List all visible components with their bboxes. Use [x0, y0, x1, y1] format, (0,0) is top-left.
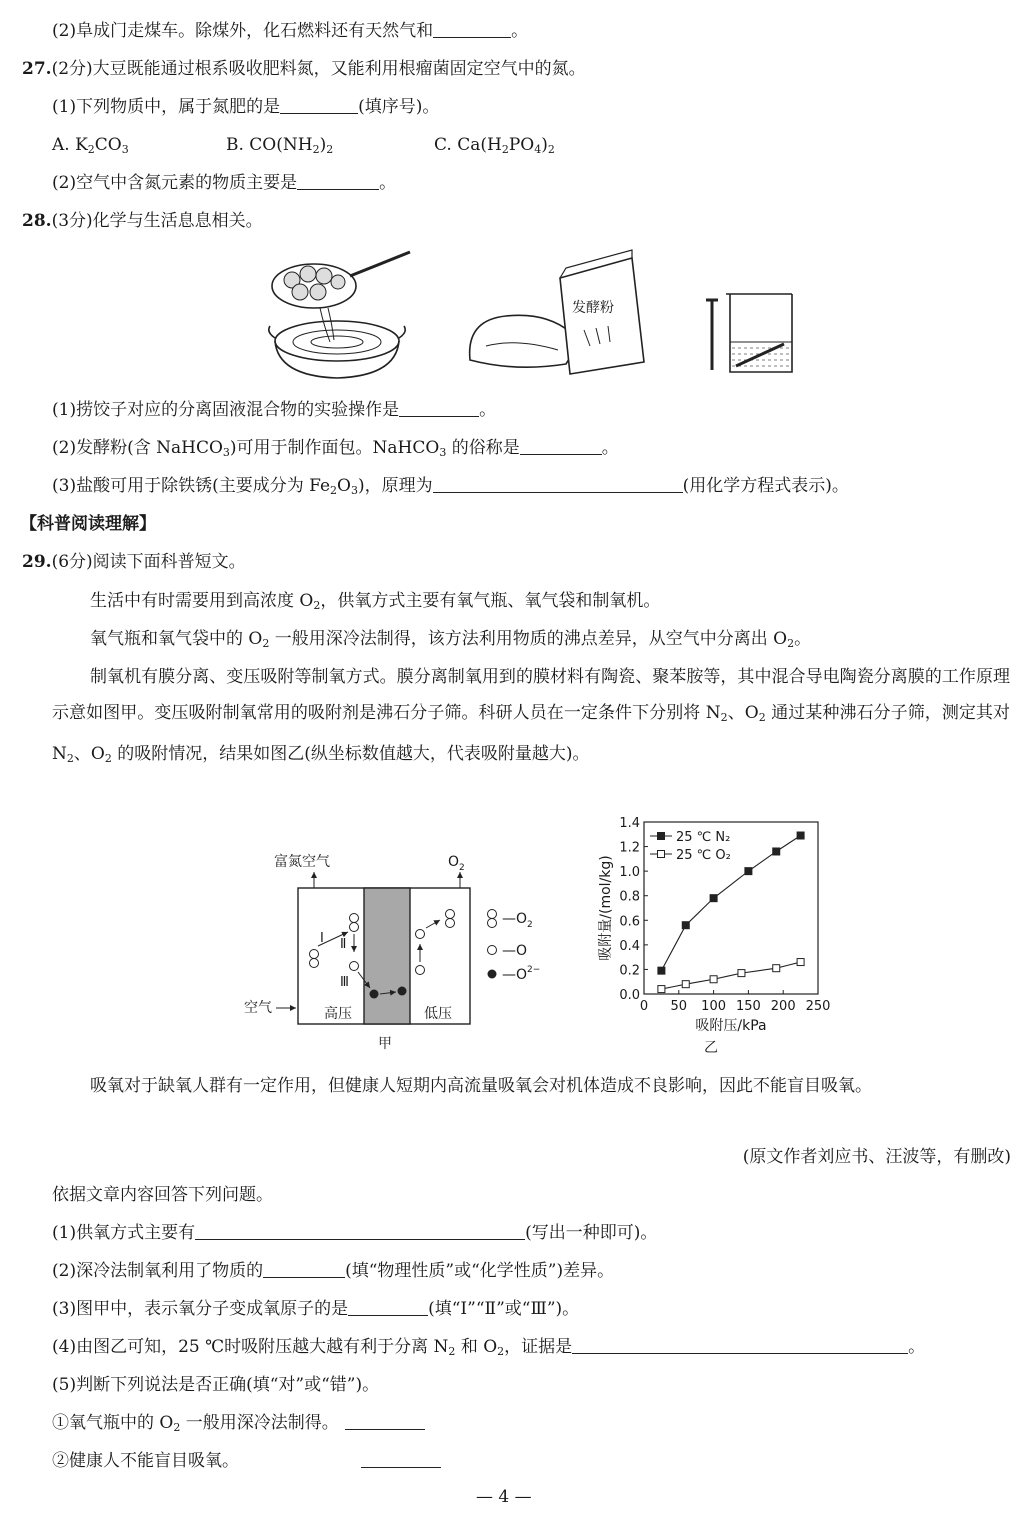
- step-ii-label: Ⅱ: [340, 937, 347, 952]
- q29-question-3: (3)图甲中，表示氧分子变成氧原子的是 (填“Ⅰ”“Ⅱ”或“Ⅲ”)。: [52, 1299, 580, 1319]
- figure-jia-membrane-diagram: [236, 848, 566, 1058]
- data-point: [773, 848, 780, 855]
- q29-paragraph-4: 吸氧对于缺氧人群有一定作用，但健康人短期内高流量吸氧会对机体造成不良影响，因此不能盲目吸氧。: [90, 1076, 872, 1096]
- y-axis-label: 吸附量/(mol/kg): [598, 855, 614, 961]
- answer-blank[interactable]: [280, 97, 358, 114]
- q27-option-c: C. $Ca(H_2PO_4)_2$: [434, 135, 555, 156]
- q29-question-2: (2)深冷法制氧利用了物质的 (填“物理性质”或“化学性质”)差异。: [52, 1261, 615, 1281]
- q29-paragraph-2: 氧气瓶和氧气袋中的 $O_2$ 一般用深冷法制得，该方法利用物质的沸点差异，从空气中分离出 $O_2$。: [90, 629, 812, 650]
- legend-label: 25 ℃ O₂: [676, 848, 731, 863]
- q29-instruction: 依据文章内容回答下列问题。: [52, 1185, 273, 1205]
- q29-question-5: (5)判断下列说法是否正确(填“对”或“错”)。: [52, 1375, 380, 1395]
- legend-marker: [658, 833, 665, 840]
- q27-stem: 27.(2分)大豆既能通过根系吸收肥料氮，又能利用根瘤菌固定空气中的氮。: [22, 59, 586, 79]
- q29-stem: 29.(6分)阅读下面科普短文。: [22, 552, 246, 572]
- data-point: [738, 970, 745, 977]
- legend-o-atom: —O: [502, 943, 528, 959]
- data-point: [745, 868, 752, 875]
- q27-part1: (1)下列物质中，属于氮肥的是 (填序号)。: [52, 97, 440, 117]
- y-tick-label: 0.8: [619, 889, 640, 905]
- data-point: [710, 976, 717, 983]
- data-point: [658, 986, 665, 993]
- q28-part3: (3)盐酸可用于除铁锈(主要成分为 $Fe_2O_3$)，原理为 (用化学方程式表示)。: [52, 476, 849, 497]
- page-number: — 4 —: [476, 1487, 532, 1507]
- legend-label: 25 ℃ N₂: [676, 830, 731, 845]
- y-tick-label: 1.2: [619, 840, 640, 856]
- step-i-label: Ⅰ: [320, 931, 324, 946]
- answer-blank[interactable]: [433, 21, 511, 38]
- x-tick-label: 50: [670, 999, 688, 1014]
- data-point: [682, 981, 689, 988]
- rusty-nail-beaker-illustration: [700, 290, 800, 380]
- y-tick-label: 1.0: [619, 865, 640, 881]
- data-point: [797, 959, 804, 966]
- y-tick-label: 0.2: [619, 963, 640, 979]
- data-point: [773, 965, 780, 972]
- figure-jia-caption: 甲: [378, 1036, 392, 1052]
- data-point: [682, 922, 689, 929]
- y-tick-label: 0.0: [619, 988, 640, 1003]
- q29-statement-1: ①氧气瓶中的 $O_2$ 一般用深冷法制得。: [52, 1412, 425, 1439]
- q28-part2: (2)发酵粉(含 NaHCO$_3$)可用于制作面包。NaHCO$_3$ 的俗称是 。: [52, 438, 619, 459]
- answer-blank[interactable]: [399, 400, 479, 417]
- bread-and-yeast-illustration: [466, 250, 646, 380]
- yeast-bag-label: 发酵粉: [572, 300, 614, 316]
- y-tick-label: 1.4: [619, 816, 640, 831]
- q29-question-4: (4)由图乙可知，25 ℃时吸附压越大越有利于分离 $N_2$ 和 $O_2$，证据是 。: [52, 1337, 926, 1358]
- x-tick-label: 0: [639, 999, 649, 1014]
- data-point: [658, 967, 665, 974]
- legend-o2-molecule: $—O_2$: [502, 911, 533, 930]
- answer-blank[interactable]: [345, 1413, 425, 1430]
- q26-line-2: (2)阜成门走煤车。除煤外，化石燃料还有天然气和 。: [52, 21, 529, 41]
- chart-legend: [650, 830, 731, 863]
- air-in-label: 空气: [244, 1000, 272, 1016]
- q29-statement-2: ②健康人不能盲目吸氧。: [52, 1450, 441, 1472]
- y-tick-label: 0.4: [619, 938, 640, 954]
- legend-marker: [658, 851, 665, 858]
- q27-part2: (2)空气中含氮元素的物质主要是 。: [52, 173, 397, 193]
- q29-paragraph-3: 制氧机有膜分离、变压吸附等制氧方式。膜分离制氧用到的膜材料有陶瓷、聚苯胺等，其中混合导电陶瓷分离膜的工作原理示意如图甲。变压吸附制氧常用的吸附剂是沸石分子筛。科研人员在一定条件下分别将 $N_2$、$O_2$ 通过某种沸石分子筛，测定其对 $N_2$、$O_2$ 的吸附情况，结果如图乙(纵坐标数值越大，代表吸附量越大)。: [52, 667, 1010, 765]
- plot-frame: [644, 822, 818, 994]
- figure-yi-adsorption-chart: [590, 812, 830, 1060]
- q29-paragraph-1: 生活中有时需要用到高浓度 $O_2$，供氧方式主要有氧气瓶、氧气袋和制氧机。: [90, 591, 661, 612]
- nitrogen-rich-air-label: 富氮空气: [274, 854, 330, 870]
- q28-stem: 28.(3分)化学与生活息息相关。: [22, 211, 263, 231]
- answer-blank[interactable]: [263, 1261, 345, 1278]
- figure-yi-caption: 乙: [704, 1040, 718, 1056]
- x-axis-label: 吸附压/kPa: [695, 1018, 767, 1034]
- q27-option-a: A. $K_2CO_3$: [52, 135, 129, 156]
- answer-blank[interactable]: [297, 173, 379, 190]
- step-iii-label: Ⅲ: [340, 975, 349, 990]
- data-point: [797, 832, 804, 839]
- y-tick-label: 0.6: [619, 914, 640, 930]
- x-tick-label: 250: [805, 999, 831, 1014]
- high-pressure-label: 高压: [324, 1006, 352, 1022]
- x-tick-label: 200: [770, 999, 796, 1014]
- answer-blank[interactable]: [361, 1451, 441, 1468]
- x-tick-label: 150: [735, 999, 761, 1014]
- legend-o2-ion: $—O^{2-}$: [502, 965, 541, 983]
- q29-question-1: (1)供氧方式主要有 (写出一种即可)。: [52, 1223, 658, 1243]
- answer-blank[interactable]: [572, 1337, 908, 1354]
- x-tick-label: 100: [701, 999, 727, 1014]
- low-pressure-label: 低压: [424, 1006, 452, 1022]
- answer-blank[interactable]: [433, 476, 683, 493]
- section-heading: 【科普阅读理解】: [20, 514, 156, 534]
- dumpling-strainer-illustration: [262, 246, 412, 386]
- answer-blank[interactable]: [195, 1223, 525, 1240]
- q27-option-b: B. $CO(NH_2)_2$: [226, 135, 334, 156]
- q28-part1: (1)捞饺子对应的分离固液混合物的实验操作是 。: [52, 400, 497, 420]
- data-point: [710, 895, 717, 902]
- oxygen-out-label: $O_2$: [448, 854, 465, 873]
- answer-blank[interactable]: [348, 1299, 428, 1316]
- source-citation: (原文作者刘应书、汪波等，有删改): [742, 1147, 1011, 1167]
- answer-blank[interactable]: [520, 438, 602, 455]
